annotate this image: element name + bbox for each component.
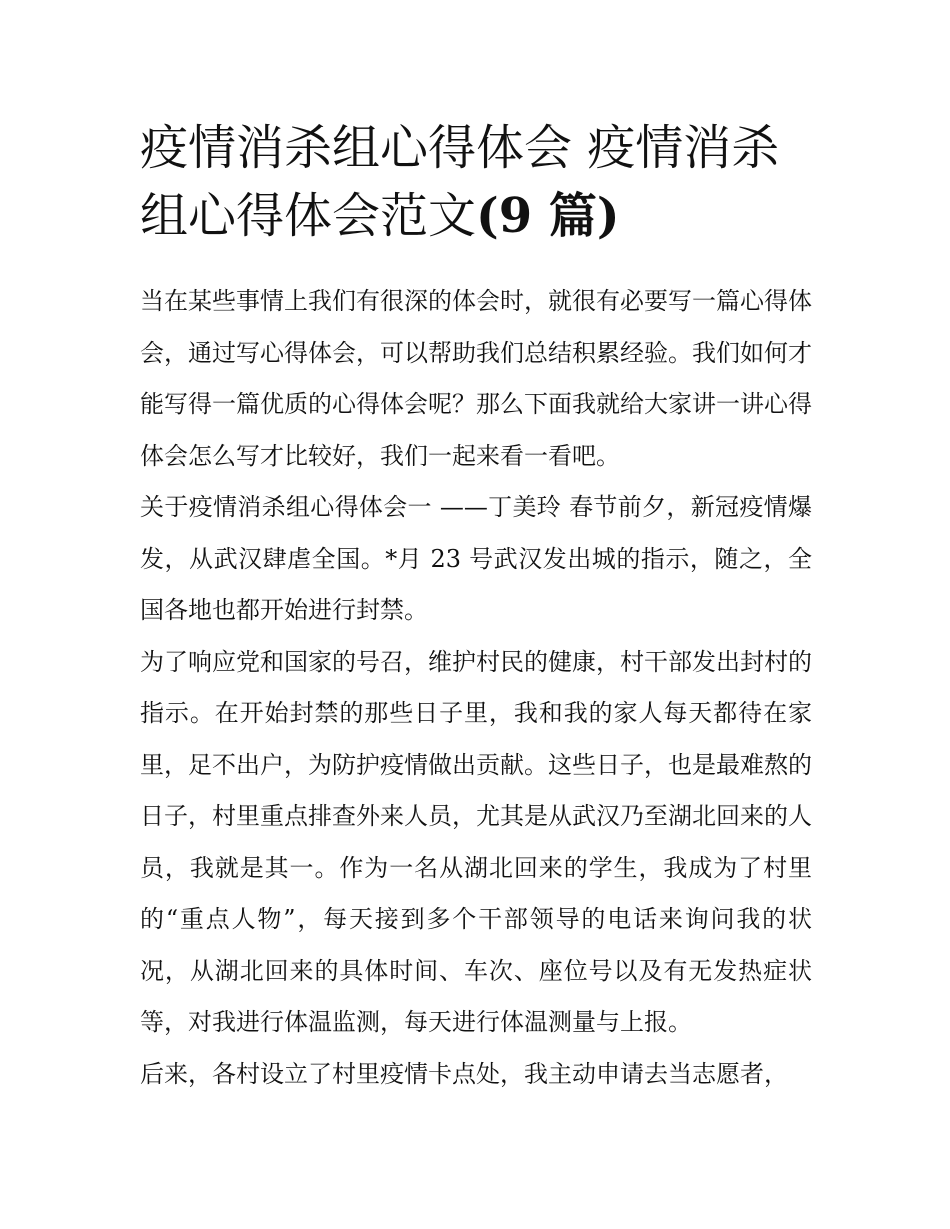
paragraph-3: 后来，各村设立了村里疫情卡点处，我主动申请去当志愿者， (140, 1059, 788, 1088)
paragraph-1: 关于疫情消杀组心得体会一 ——丁美玲 春节前夕，新冠疫情爆发，从武汉肆虐全国。*月 23 号武汉发出城的指示，随之，全国各地也都开始进行封禁。 (140, 493, 812, 624)
paragraph-2: 为了响应党和国家的号召，维护村民的健康，村干部发出封村的指示。在开始封禁的那些日子里，我和我的家人每天都待在家里，足不出户，为防护疫情做出贡献。这些日子，也是最难熬的日子，村里重点排查外来人员，尤其是从武汉乃至湖北回来的人员，我就是其一。作为一名从湖北回来的学生，我成为了村里的“重点人物”，每天接到多个干部领导的电话来询问我的状况，从湖北回来的具体时间、车次、座位号以及有无发热症状等，对我进行体温监测，每天进行体温测量与上报。 (140, 647, 812, 1036)
document-body (140, 276, 812, 1100)
title-count: (9 篇) (476, 188, 620, 244)
title-text: 疫情消杀组心得体会 疫情消杀组心得体会范文 (140, 120, 780, 244)
document-title (140, 114, 812, 250)
paragraph-intro: 当在某些事情上我们有很深的体会时，就很有必要写一篇心得体会，通过写心得体会，可以帮助我们总结积累经验。我们如何才能写得一篇优质的心得体会呢？那么下面我就给大家讲一讲心得体会怎么写才比较好，我们一起来看一看吧。 (140, 287, 812, 470)
